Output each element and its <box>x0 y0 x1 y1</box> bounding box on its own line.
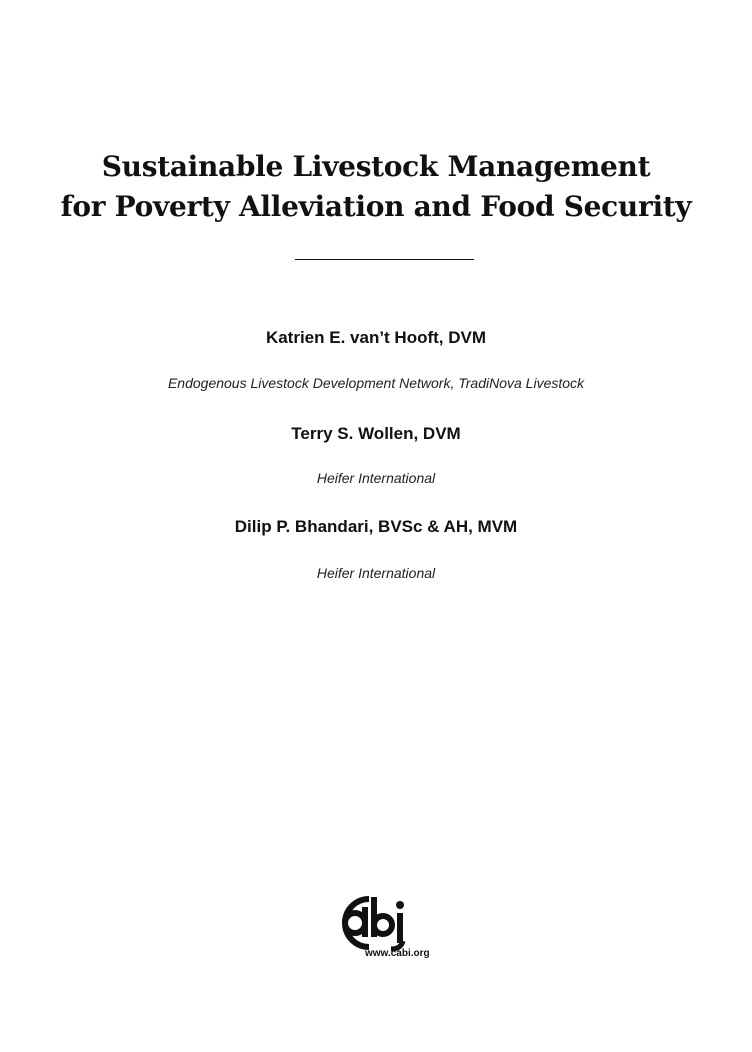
publisher-url[interactable]: www.cabi.org <box>365 948 430 959</box>
author-name-2: Terry S. Wollen, DVM <box>291 424 461 443</box>
title-divider <box>295 259 474 260</box>
book-title-line-1: Sustainable Livestock Management <box>101 150 651 183</box>
author-affiliation-1: Endogenous Livestock Development Network, TradiNova Livestock <box>167 375 585 391</box>
cabi-logo-icon <box>325 893 445 953</box>
book-title-line-2: for Poverty Alleviation and Food Security <box>60 190 692 223</box>
author-name-3: Dilip P. Bhandari, BVSc & AH, MVM <box>234 517 518 536</box>
logo-text: cabi <box>385 927 387 928</box>
author-name-1: Katrien E. van’t Hooft, DVM <box>265 328 487 347</box>
author-affiliation-2: Heifer International <box>316 470 436 486</box>
author-affiliation-3: Heifer International <box>316 565 436 581</box>
publisher-logo <box>325 893 445 963</box>
